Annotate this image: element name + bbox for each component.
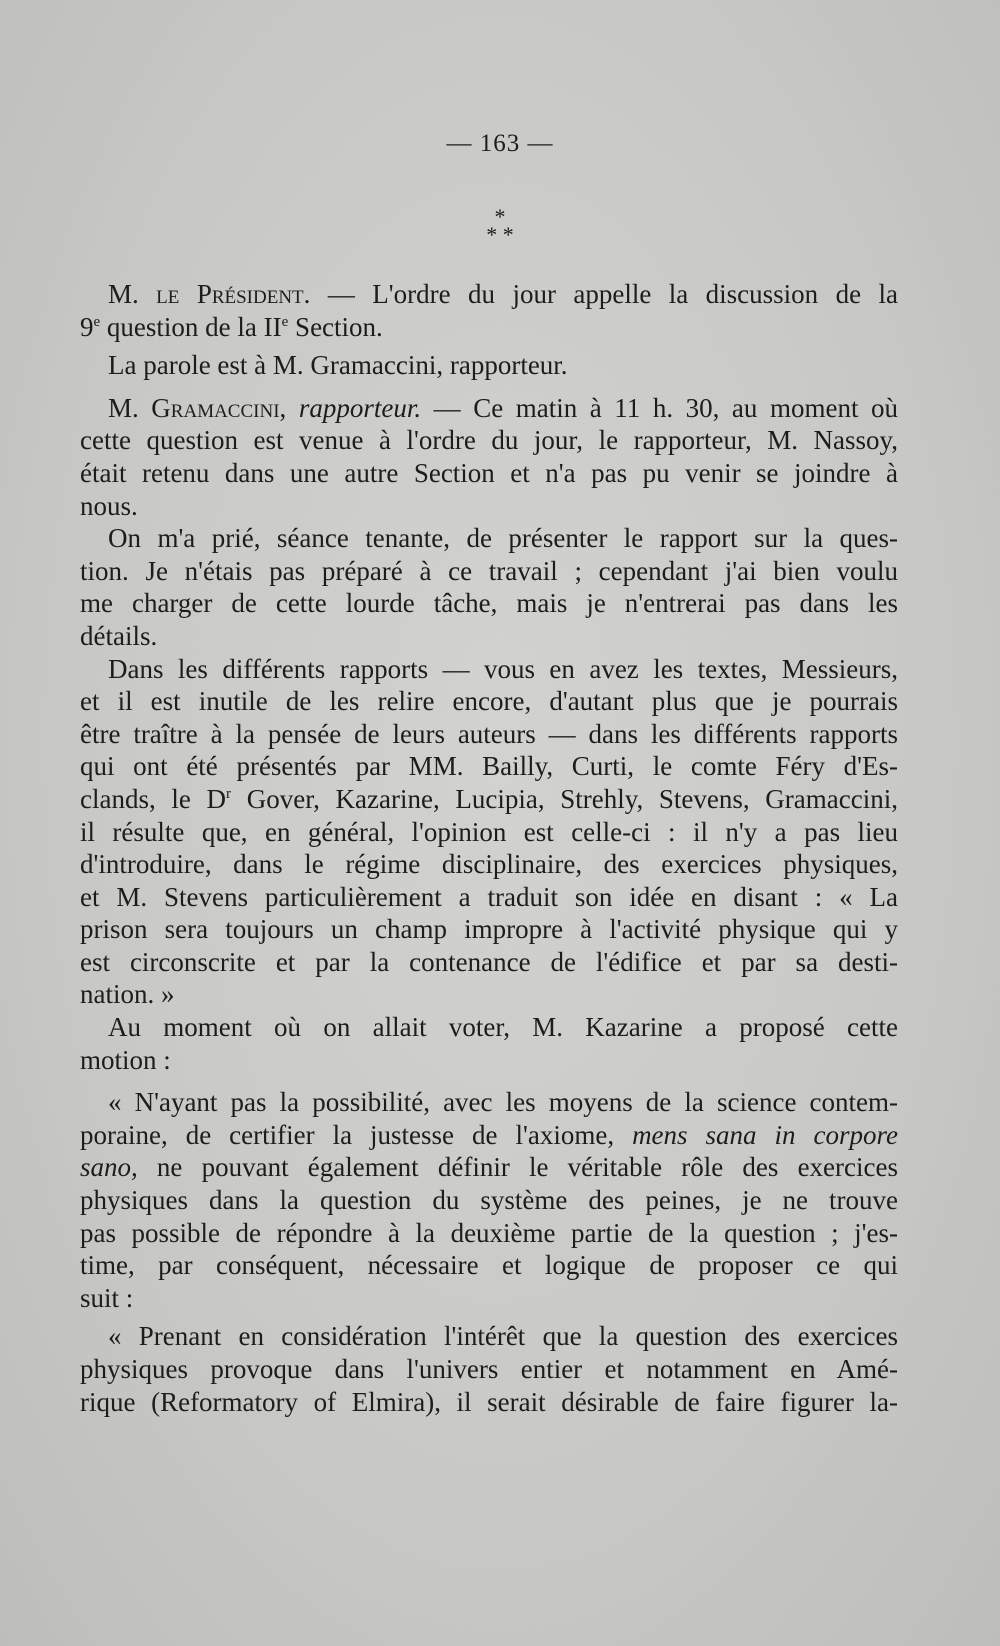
speaker-president: M. le Président. bbox=[108, 279, 311, 309]
separator-star-top: * bbox=[494, 204, 506, 229]
text-line: prison sera toujours un champ impropre à l'activité physique qui y bbox=[80, 914, 898, 945]
text-line: Au moment où on allait voter, M. Kazarine a proposé cette bbox=[108, 1012, 898, 1043]
text-line: est circonscrite et par la contenance de l'édifice et par sa desti- bbox=[80, 946, 898, 977]
text-line: pas possible de répondre à la deuxième partie de la question ; j'es- bbox=[80, 1217, 898, 1248]
text-line: et M. Stevens particulièrement a traduit son idée en disant : « La bbox=[80, 881, 898, 912]
text-line: « N'ayant pas la possibilité, avec les moyens de la science contem- bbox=[108, 1087, 898, 1118]
text-line: détails. bbox=[80, 620, 158, 651]
text-line: il résulte que, en général, l'opinion est celle-ci : il n'y a pas lieu bbox=[80, 816, 898, 847]
text-line: physiques provoque dans l'univers entier et notamment en Amé- bbox=[80, 1354, 898, 1384]
text-line: tion. Je n'étais pas préparé à ce travail ; cependant j'ai bien voulu bbox=[80, 555, 898, 586]
text-line: motion : bbox=[80, 1044, 171, 1075]
text-line: me charger de cette lourde tâche, mais je n'entrerai pas dans les bbox=[80, 588, 898, 619]
text-line: était retenu dans une autre Section et n'a pas pu venir se joindre à bbox=[80, 457, 898, 488]
text-line: nation. » bbox=[80, 979, 175, 1010]
text-line: time, par conséquent, nécessaire et logique de proposer ce qui bbox=[80, 1250, 898, 1281]
text-line: physiques dans la question du système des peines, je ne trouve bbox=[80, 1185, 898, 1216]
speaker-gramaccini: M. Gramaccini, bbox=[108, 392, 287, 423]
text-line: nous. bbox=[80, 490, 138, 521]
text-line: rique (Reformatory of Elmira), il serait désirable de faire figurer la- bbox=[80, 1386, 898, 1417]
text-line: M. le Président. — L'ordre du jour appelle la discussion de la bbox=[108, 279, 899, 309]
text-line: suit : bbox=[80, 1282, 134, 1313]
page-number: — 163 — bbox=[446, 130, 554, 157]
latin-phrase: mens sana in corpore bbox=[632, 1119, 898, 1150]
text-line: M. Gramaccini, rapporteur. — Ce matin à 11 h. 30, au moment où bbox=[108, 392, 899, 423]
text-line: On m'a prié, séance tenante, de présenter le rapport sur la ques- bbox=[108, 523, 898, 554]
text-line: d'introduire, dans le régime disciplinaire, des exercices physiques, bbox=[80, 849, 898, 880]
separator-stars-bottom: * * bbox=[486, 222, 514, 247]
text-line: « Prenant en considération l'intérêt que la question des exercices bbox=[108, 1321, 898, 1352]
text-line: Dans les différents rapports — vous en avez les textes, Messieurs, bbox=[108, 653, 898, 684]
body-text bbox=[80, 278, 898, 1418]
text-line: être traître à la pensée de leurs auteurs — dans les différents rapports bbox=[80, 718, 898, 749]
speaker-role: rapporteur. bbox=[298, 392, 422, 423]
text-line: La parole est à M. Gramaccini, rapporteur. bbox=[108, 350, 568, 381]
text-line: et il est inutile de les relire encore, d'autant plus que je pourrais bbox=[80, 686, 898, 717]
section-separator bbox=[0, 204, 1000, 247]
text-line: 9e question de la IIe Section. bbox=[80, 311, 383, 342]
text-line: sano, ne pouvant également définir le véritable rôle des exercices bbox=[80, 1152, 898, 1183]
text-line: cette question est venue à l'ordre du jour, le rapporteur, M. Nassoy, bbox=[80, 425, 898, 456]
latin-phrase-end: sano, bbox=[80, 1152, 138, 1183]
text-line: qui ont été présentés par MM. Bailly, Curti, le comte Féry d'Es- bbox=[80, 751, 898, 782]
text-line: poraine, de certifier la justesse de l'axiome, mens sana in corpore bbox=[80, 1119, 898, 1150]
text-line: clands, le $D^r$ Gover, Kazarine, Lucipia, Strehly, Stevens, Gramaccini, bbox=[80, 783, 898, 814]
